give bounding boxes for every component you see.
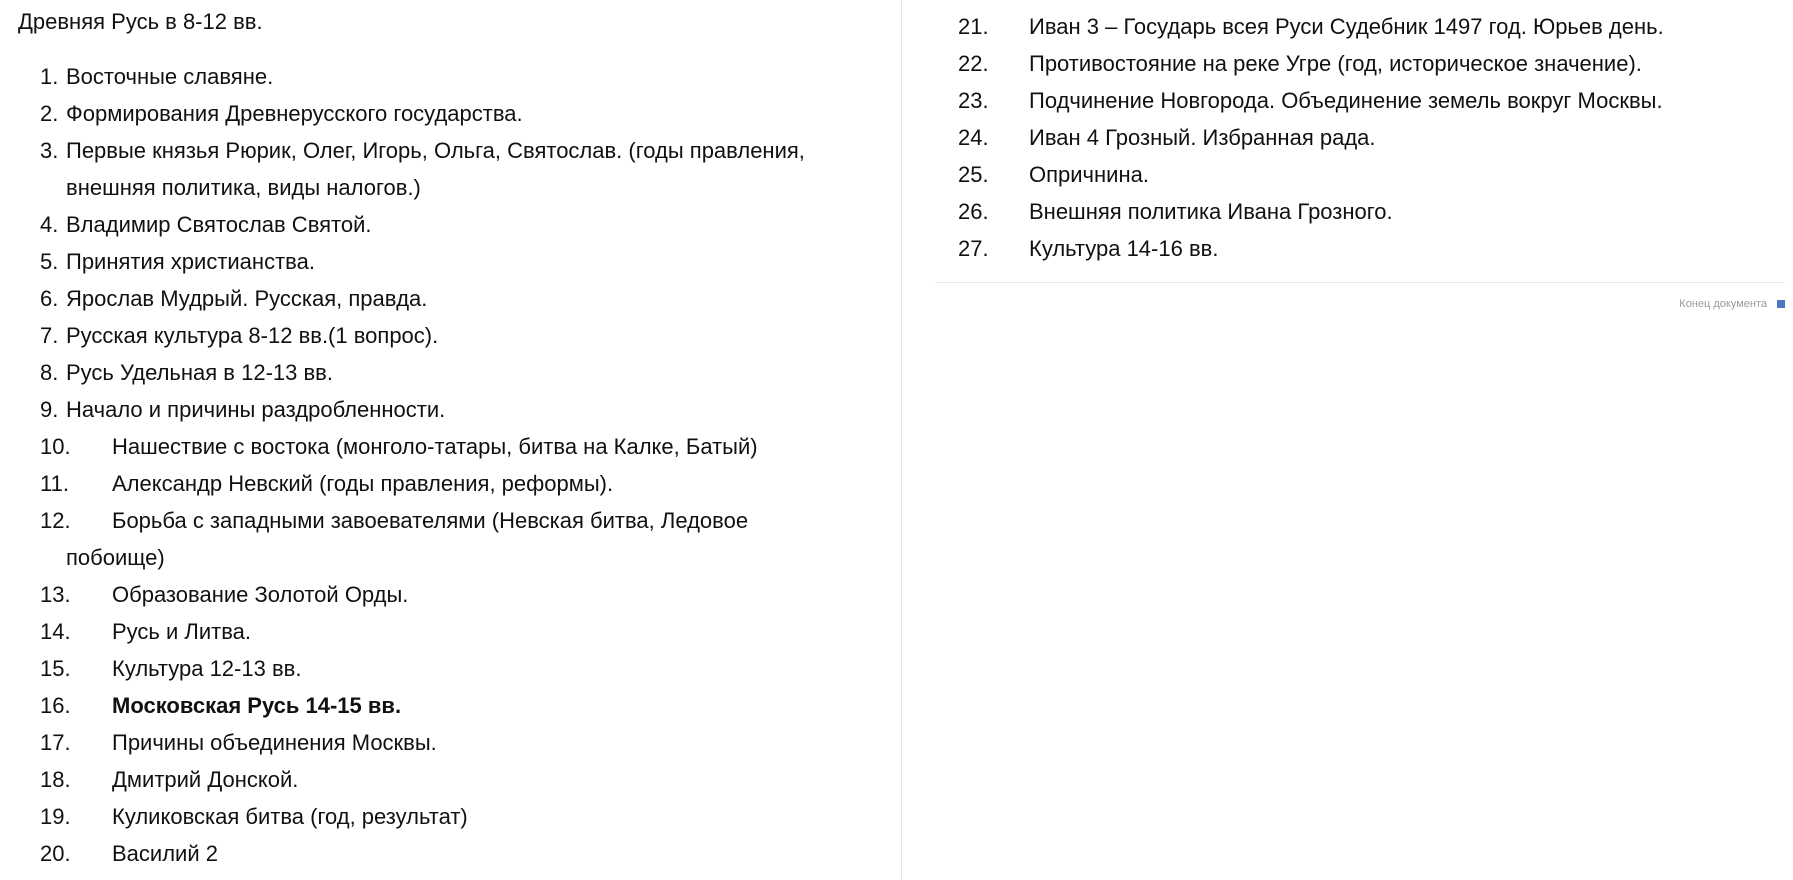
list-item-text: Ярослав Мудрый. Русская, правда. xyxy=(66,286,428,311)
list-item xyxy=(935,8,1785,45)
list-item-text: Русская культура 8-12 вв.(1 вопрос). xyxy=(66,323,439,348)
list-item xyxy=(0,243,880,280)
list-item-number: 1. xyxy=(40,64,59,89)
list-item xyxy=(0,613,880,650)
list-item-number: 12. xyxy=(40,508,71,533)
list-item-number: 5. xyxy=(40,249,59,274)
end-of-document-marker xyxy=(1679,297,1785,311)
end-marker-square-icon xyxy=(1777,300,1785,308)
list-item-text: Русь и Литва. xyxy=(112,619,251,644)
list-item-text: Борьба с западными завоевателями (Невская битва, Ледовое xyxy=(112,508,749,533)
list-item-number: 20. xyxy=(40,841,71,866)
list-item xyxy=(0,576,880,613)
list-item xyxy=(0,95,880,132)
list-item-number: 9. xyxy=(40,397,59,422)
list-item xyxy=(0,280,880,317)
list-item xyxy=(0,465,880,502)
list-item xyxy=(0,58,880,95)
list-item-number: 21. xyxy=(958,14,989,39)
list-item-number: 17. xyxy=(40,730,71,755)
list-item xyxy=(0,206,880,243)
list-item xyxy=(935,119,1785,156)
list-item-number: 24. xyxy=(958,125,989,150)
list-item xyxy=(935,82,1785,119)
list-item-number: 2. xyxy=(40,101,59,126)
list-item-number: 7. xyxy=(40,323,59,348)
end-of-document-label: Конец документа xyxy=(1679,298,1767,310)
list-item-number: 15. xyxy=(40,656,71,681)
list-item-text: Иван 3 – Государь всея Руси Судебник 1497 год. Юрьев день. xyxy=(1029,14,1664,39)
end-of-document-rule xyxy=(935,282,1785,283)
list-item-text: Противостояние на реке Угре (год, историческое значение). xyxy=(1029,51,1642,76)
list-item-text: Культура 12-13 вв. xyxy=(112,656,302,681)
list-item-number: 18. xyxy=(40,767,71,792)
list-item-number: 6. xyxy=(40,286,59,311)
list-item-number: 13. xyxy=(40,582,71,607)
list-item-text: Первые князья Рюрик, Олег, Игорь, Ольга, Святослав. (годы правления, xyxy=(66,138,805,163)
list-item-text: Подчинение Новгорода. Объединение земель вокруг Москвы. xyxy=(1029,88,1663,113)
list-item-text: Русь Удельная в 12-13 вв. xyxy=(66,360,333,385)
list-item-text-continuation: внешняя политика, виды налогов.) xyxy=(66,175,421,200)
list-item-number: 27. xyxy=(958,236,989,261)
list-item-number: 16. xyxy=(40,693,71,718)
list-item xyxy=(0,354,880,391)
list-item-bold xyxy=(0,687,880,724)
list-item-number: 10. xyxy=(40,434,71,459)
list-item xyxy=(0,724,880,761)
list-item-number: 25. xyxy=(958,162,989,187)
list-item xyxy=(0,502,880,576)
list-item xyxy=(0,428,880,465)
list-item-text: Нашествие с востока (монголо-татары, битва на Калке, Батый) xyxy=(112,434,758,459)
list-item xyxy=(0,132,880,206)
list-item-text: Восточные славяне. xyxy=(66,64,274,89)
list-item-text: Опричнина. xyxy=(1029,162,1149,187)
list-item-number: 11. xyxy=(40,471,69,496)
list-item-number: 3. xyxy=(40,138,59,163)
list-item xyxy=(0,761,880,798)
list-item xyxy=(935,230,1785,267)
list-item-text: Куликовская битва (год, результат) xyxy=(112,804,468,829)
list-item-text: Московская Русь 14-15 вв. xyxy=(112,693,402,718)
page-divider xyxy=(901,0,902,880)
list-item-text: Причины объединения Москвы. xyxy=(112,730,437,755)
topic-list-right xyxy=(935,8,1785,267)
list-item-text: Образование Золотой Орды. xyxy=(112,582,409,607)
list-item-number: 19. xyxy=(40,804,71,829)
list-item-text: Владимир Святослав Святой. xyxy=(66,212,372,237)
list-item xyxy=(0,798,880,835)
list-item xyxy=(0,391,880,428)
list-item-number: 22. xyxy=(958,51,989,76)
list-item-text: Принятия христианства. xyxy=(66,249,315,274)
list-item-number: 23. xyxy=(958,88,989,113)
list-item-text: Формирования Древнерусского государства. xyxy=(66,101,523,126)
list-item-text-continuation: побоище) xyxy=(66,545,165,570)
list-item xyxy=(0,650,880,687)
document-title: Древняя Русь в 8-12 вв. xyxy=(18,9,263,34)
list-item-text: Начало и причины раздробленности. xyxy=(66,397,446,422)
list-item xyxy=(935,45,1785,82)
list-item-text: Дмитрий Донской. xyxy=(112,767,299,792)
document-page-right xyxy=(935,0,1785,880)
list-item-text: Иван 4 Грозный. Избранная рада. xyxy=(1029,125,1376,150)
list-item-number: 26. xyxy=(958,199,989,224)
list-item xyxy=(935,156,1785,193)
list-item-number: 4. xyxy=(40,212,59,237)
list-item-number: 8. xyxy=(40,360,59,385)
topic-list-left xyxy=(0,58,880,872)
list-item-number: 14. xyxy=(40,619,71,644)
list-item xyxy=(935,193,1785,230)
list-item-text: Александр Невский (годы правления, реформы). xyxy=(112,471,614,496)
list-item xyxy=(0,317,880,354)
list-item-text: Внешняя политика Ивана Грозного. xyxy=(1029,199,1393,224)
list-item-text: Василий 2 xyxy=(112,841,218,866)
list-item-text: Культура 14-16 вв. xyxy=(1029,236,1219,261)
list-item xyxy=(0,835,880,872)
